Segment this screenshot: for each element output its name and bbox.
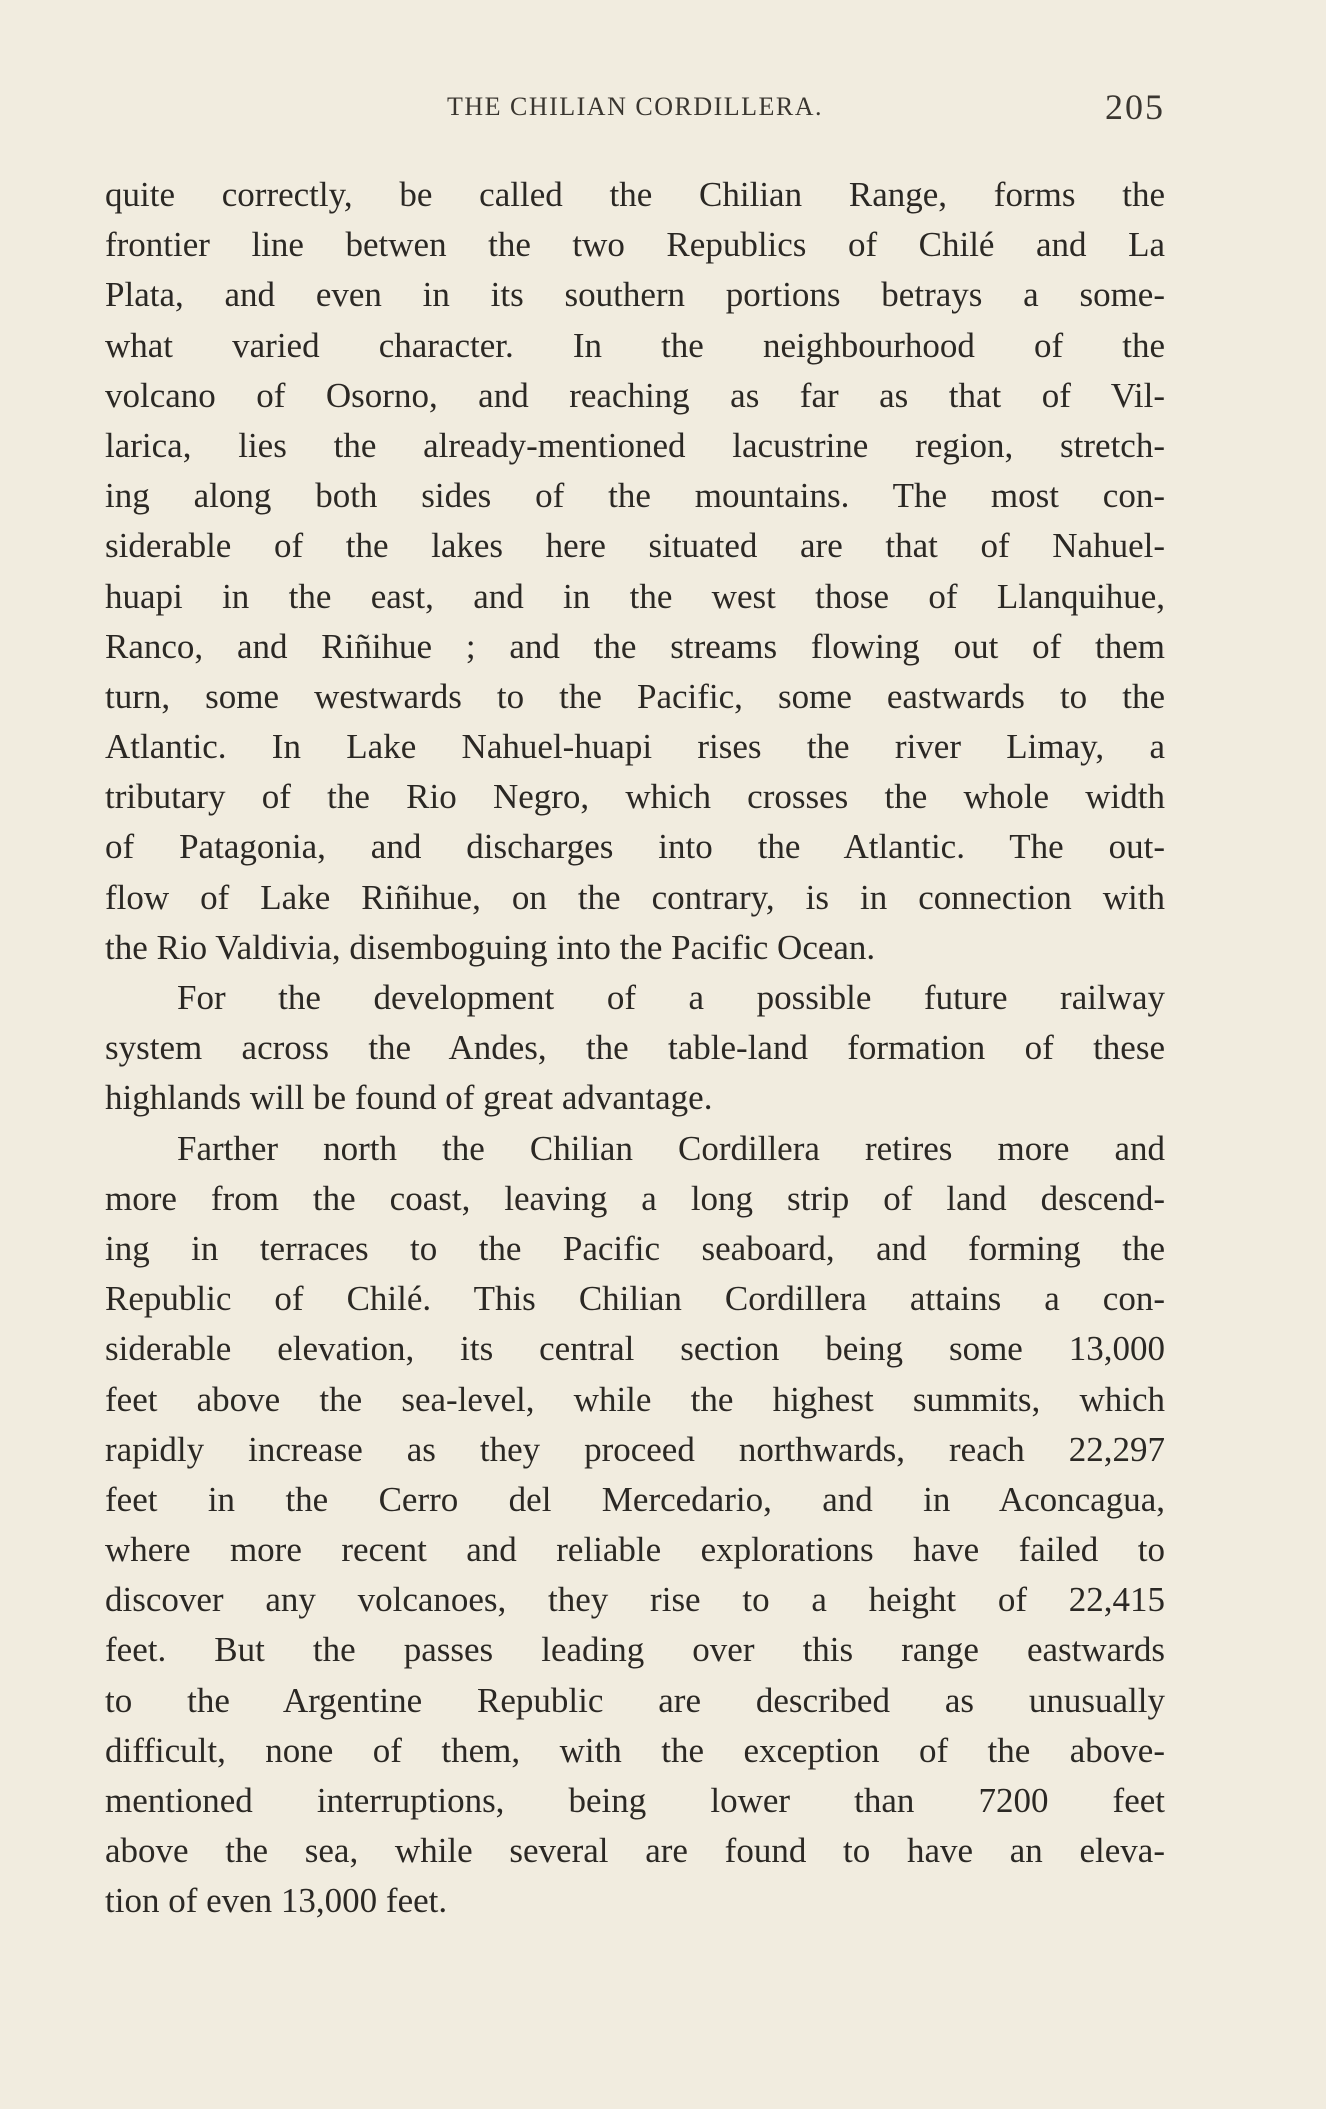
text-line: above the sea, while several are found to have an eleva- [105,1831,1165,1871]
text-line: turn, some westwards to the Pacific, some eastwards to the [105,676,1165,716]
text-line: volcano of Osorno, and reaching as far as that of Vil- [105,375,1165,415]
text-line: feet. But the passes leading over this range eastwards [105,1630,1165,1670]
text-line: Farther north the Chilian Cordillera retires more and [177,1128,1165,1168]
text-line: quite correctly, be called the Chilian Range, forms the [105,175,1165,214]
text-line: rapidly increase as they proceed northwards, reach 22,297 [105,1429,1165,1469]
text-line: Atlantic. In Lake Nahuel-huapi rises the river Limay, a [105,727,1165,767]
page-number: 205 [1105,87,1165,127]
text-line: highlands will be found of great advantage. [105,1078,713,1118]
text-line: huapi in the east, and in the west those of Llanquihue, [105,576,1165,616]
text-line: system across the Andes, the table-land formation of these [105,1028,1165,1068]
running-header [105,86,1165,136]
text-line: discover any volcanoes, they rise to a height of 22,415 [105,1580,1165,1620]
text-line: ing along both sides of the mountains. The most con- [105,476,1165,516]
text-line: larica, lies the already-mentioned lacustrine region, stretch- [105,425,1165,465]
text-line: to the Argentine Republic are described as unusually [105,1680,1165,1720]
text-line: ing in terraces to the Pacific seaboard, and forming the [105,1228,1165,1268]
text-line: feet in the Cerro del Mercedario, and in Aconcagua, [105,1479,1165,1519]
text-line: Plata, and even in its southern portions betrays a some- [105,275,1165,315]
text-line: flow of Lake Riñihue, on the contrary, is in connection with [105,877,1165,917]
text-line: tributary of the Rio Negro, which crosses the whole width [105,777,1165,817]
text-line: siderable elevation, its central section being some 13,000 [105,1329,1165,1369]
body-text [105,170,1165,1927]
text-line: mentioned interruptions, being lower than 7200 feet [105,1781,1165,1820]
text-line: difficult, none of them, with the exception of the above- [105,1730,1165,1770]
text-line: of Patagonia, and discharges into the Atlantic. The out- [105,827,1165,867]
running-title: THE CHILIAN CORDILLERA. [446,92,824,121]
text-line: feet above the sea-level, while the highest summits, which [105,1379,1165,1419]
text-line: For the development of a possible future railway [177,978,1165,1017]
text-line: what varied character. In the neighbourhood of the [105,325,1165,365]
text-line: the Rio Valdivia, disemboguing into the Pacific Ocean. [105,927,876,967]
text-line: Ranco, and Riñihue ; and the streams flowing out of them [105,626,1165,666]
text-line: siderable of the lakes here situated are that of Nahuel- [105,526,1165,566]
text-line: tion of even 13,000 feet. [105,1881,448,1921]
text-line: Republic of Chilé. This Chilian Cordillera attains a con- [105,1279,1165,1319]
text-line: frontier line betwen the two Republics of Chilé and La [105,225,1165,265]
text-line: more from the coast, leaving a long strip of land descend- [105,1178,1165,1218]
text-line: where more recent and reliable explorations have failed to [105,1530,1165,1570]
